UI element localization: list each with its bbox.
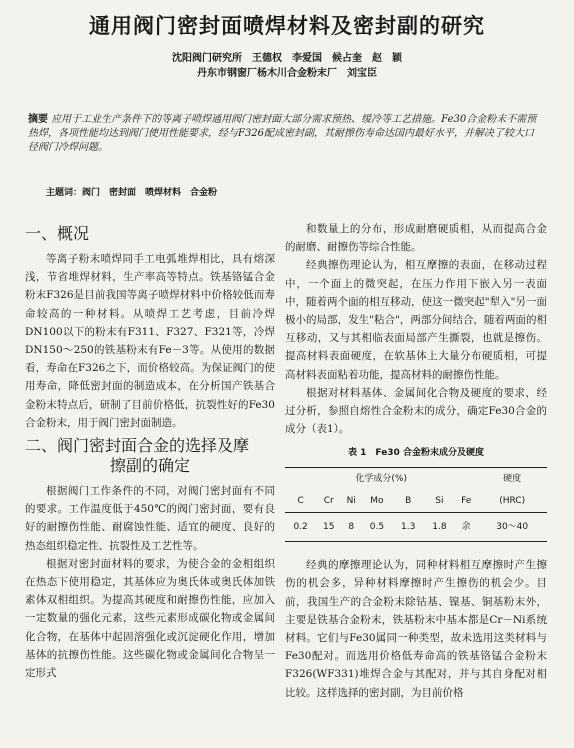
table-header-cell: (HRC) [477, 490, 547, 513]
table-cell: 30～40 [477, 513, 547, 542]
table-cell: 0.2 [285, 513, 316, 542]
table-group-header-row [285, 467, 547, 490]
table-cell: 1.8 [424, 513, 455, 542]
table-cell: 0.5 [361, 513, 392, 542]
right-paragraph-2: 经典擦伤理论认为，相互摩擦的表面，在移动过程中，一个面上的微突起，在压力作用下嵌入另一表面中，随着两个面的相互移动，使这一微突起"犁入"另一面极小的局部，发生"粘合"，两部分间结合，随着两面的相互移动，又与其相临表面局部产生撕裂，也就是擦伤。提高材料表面硬度，在软基体上大量分布硬质相，可提高材料表面粘着功能，提高材料的耐擦伤性能。 [285, 259, 547, 381]
right-paragraph-1: 和数量上的分布，形成耐磨硬质相，从而提高合金的耐磨、耐擦伤等综合性能。 [285, 223, 547, 254]
abstract [28, 113, 540, 155]
section2-heading-line1: 二、阀门密封面合金的选择及摩 [25, 436, 250, 456]
abstract-text: 应用于工业生产条件下的等离子喷焊通用阀门密封面大部分需求预热、缓冷等工艺措施。Fe30合金粉末不需预热焊，各项性能均达到阀门使用性能要求，经与F326配成密封副，其耐擦伤寿命达国内最好水平，并解决了较大口径阀门冷焊问题。 [28, 114, 537, 153]
section2-heading-line2: 擦副的确定 [109, 456, 190, 476]
table-header-cell: Si [424, 490, 455, 513]
table-group-header: 化学成分(%) [285, 467, 477, 490]
section1-heading: 一、概况 [25, 224, 90, 243]
composition-table [285, 467, 547, 543]
table-cell: 1.3 [393, 513, 424, 542]
right-paragraph-3: 根据对材料基体、金属间化合物及硬度的要求，经过分析，参照自熔性合金粉末的成分，确定Fe30合金的成分（表1）。 [285, 386, 547, 436]
keywords: 主题词：阀门 密封面 喷焊材料 合金粉 [46, 188, 218, 198]
paper-title: 通用阀门密封面喷焊材料及密封副的研究 [89, 14, 485, 38]
table-cell: 余 [455, 513, 477, 542]
table-header-row [285, 490, 547, 513]
section2-paragraph-1: 根据阀门工作条件的不同，对阀门密封面有不同的要求。工作温度低于450℃的阀门密封面，要有良好的耐擦伤性能、耐腐蚀性能、适宜的硬度、良好的热态组织稳定性、抗裂性及工艺性等。 [25, 485, 275, 552]
section1-paragraph: 等离子粉末喷焊同手工电弧堆焊相比，具有熔深浅，节省堆焊材料，生产率高等特点。铁基铬锰合金粉末F326是目前我国等离子喷焊材料中价格较低而寿命较高的一种材料。从喷焊工艺考虑，目前冷焊DN100以下的粉末有F311、F327、F321等，冷焊DN150～250的铁基粉末有Fe－3等。从使用的数据看，寿命在F326之下，而价格较高。为保证阀门的使用寿命，降低密封面的制造成本，在分析国产铁基合金粉末特点后，研制了目前价格低，抗裂性好的Fe30合金粉末，用于阀门密封面制造。 [25, 253, 275, 429]
table-header-cell: B [393, 490, 424, 513]
section2-paragraph-2: 根据对密封面材料的要求，为使合金的金相组织在热态下使用稳定，其基体应为奥氏体或奥氏体加铁素体双相组织。为提高其硬度和耐擦伤性能，应加入一定数量的强化元素，这些元素形成碳化物或金属间化合物，在基体中起固溶强化或沉淀硬化作用，增加基体的抗擦伤性能。这些碳化物或金属间化合物呈一定形式 [25, 557, 275, 680]
section2-heading [25, 436, 275, 476]
right-column [285, 220, 547, 702]
right-paragraph-4: 经典的摩擦理论认为，同种材料相互摩擦时产生擦伤的机会多，异种材料摩擦时产生擦伤的机会少。目前，我国生产的合金粉末除钴基、镍基、铜基粉末外，主要是铁基合金粉末，铁基粉末中基本都是Cr－Ni系统材料。它们与Fe30属同一种类型，故未选用这类材料与Fe30配对。而选用价格低寿命高的铁基铬锰合金粉末F326(WF331)堆焊合金与其配对，并与其自身配对相比较。这样选择的密封副，为目前价格 [285, 559, 547, 699]
table-header-cell: Cr [316, 490, 341, 513]
table-header-cell: Fe [455, 490, 477, 513]
table-header-cell: Mo [361, 490, 392, 513]
table-cell: 15 [316, 513, 341, 542]
table-caption: 表 1 Fe30 合金粉末成分及硬度 [348, 448, 484, 459]
affiliation: 丹东市钢窗厂杨木川合金粉末厂 刘宝臣 [197, 68, 377, 79]
authors: 沈阳阀门研究所 王德权 李爱国 候占奎 赵 颖 [172, 53, 402, 64]
spacer [285, 542, 547, 556]
abstract-label: 摘要 [28, 114, 48, 125]
table-row [285, 513, 547, 542]
table-header-cell: C [285, 490, 316, 513]
table-header-cell: Ni [341, 490, 361, 513]
table-hardness-header: 硬度 [477, 467, 547, 490]
table-cell: 8 [341, 513, 361, 542]
left-column [25, 220, 275, 682]
